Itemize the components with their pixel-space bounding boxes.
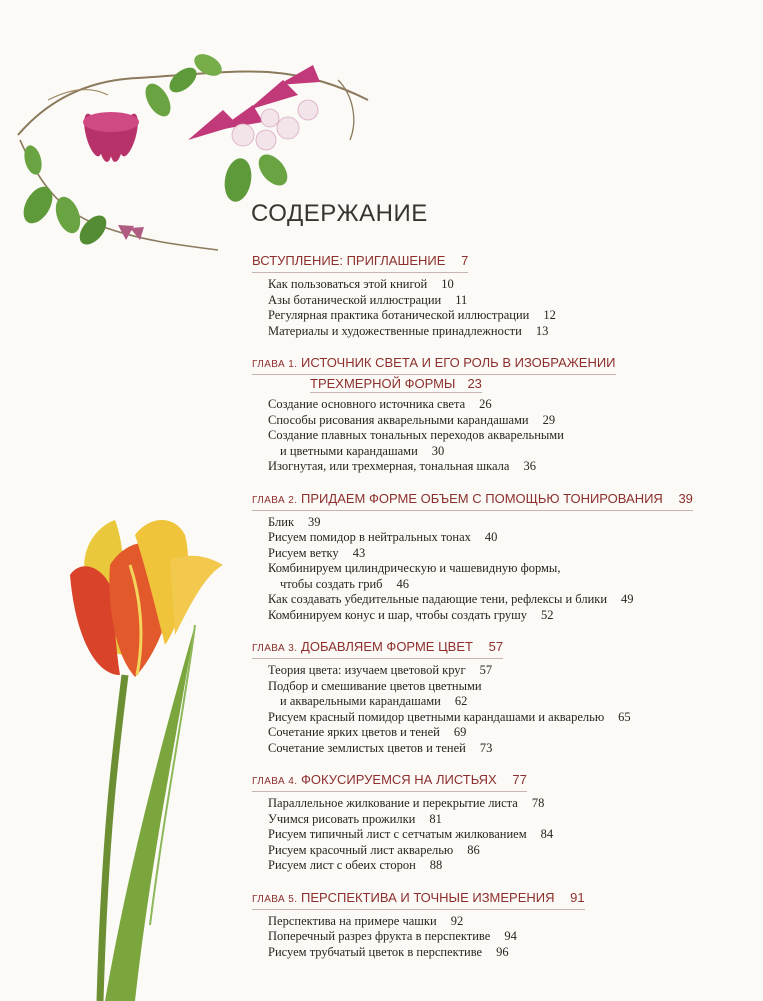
section-heading-continued[interactable] — [310, 376, 482, 393]
chapter-number: ГЛАВА 3. — [252, 643, 298, 654]
section-heading[interactable] — [252, 491, 693, 511]
entry-title: Сочетание землистых цветов и теней — [268, 740, 466, 755]
entry-page: 46 — [396, 576, 410, 591]
toc-entry[interactable] — [252, 914, 752, 930]
entry-page: 92 — [450, 913, 464, 928]
entry-page: 36 — [523, 459, 536, 473]
chapter-number: ГЛАВА 5. — [252, 893, 298, 905]
toc-entry[interactable] — [252, 827, 752, 843]
toc-entry[interactable] — [252, 293, 752, 309]
section-page: 57 — [488, 639, 504, 654]
toc-entry[interactable] — [252, 679, 752, 710]
entry-title: Комбинируем конус и шар, чтобы создать грушу — [268, 607, 528, 622]
entry-title: Блик — [268, 514, 295, 529]
section-heading[interactable] — [252, 355, 616, 375]
entry-title: Рисуем типичный лист с сетчатым жилкованием — [268, 827, 527, 841]
entry-page: 81 — [429, 811, 442, 826]
entry-page: 29 — [542, 412, 556, 427]
entry-page: 73 — [479, 740, 493, 755]
entry-title: Рисуем ветку — [268, 545, 339, 560]
toc-section-chapter-2 — [252, 490, 752, 624]
section-title: ВСТУПЛЕНИЕ: ПРИГЛАШЕНИЕ — [252, 253, 446, 268]
section-page: 77 — [512, 772, 527, 787]
section-page: 23 — [467, 376, 482, 391]
entry-page: 11 — [455, 292, 468, 307]
section-heading[interactable] — [252, 639, 503, 659]
entry-page: 78 — [531, 796, 545, 810]
section-title: ПЕРСПЕКТИВА И ТОЧНЫЕ ИЗМЕРЕНИЯ — [301, 889, 555, 905]
toc-section-chapter-3 — [252, 638, 752, 756]
entry-title: Создание основного источника света — [268, 397, 466, 411]
entry-page: 86 — [467, 842, 480, 857]
toc-entry[interactable] — [252, 858, 752, 874]
entry-page: 84 — [540, 827, 554, 841]
entry-title: Как пользоваться этой книгой — [268, 277, 428, 291]
entry-title: Регулярная практика ботанической иллюстрации — [268, 308, 530, 322]
toc-entry[interactable] — [252, 530, 752, 546]
toc-entry[interactable] — [252, 277, 752, 293]
entry-page: 39 — [308, 514, 321, 529]
entry-title-continued: и цветными карандашами — [280, 443, 418, 458]
entry-page: 94 — [504, 929, 517, 943]
entry-page: 30 — [431, 443, 445, 458]
entry-title: Рисуем красочный лист акварелью — [268, 842, 454, 857]
entry-title: Сочетание ярких цветов и теней — [268, 725, 440, 739]
toc-entry[interactable] — [252, 796, 752, 812]
entry-page: 13 — [535, 323, 549, 338]
entry-page: 62 — [454, 694, 468, 708]
section-heading[interactable] — [252, 772, 527, 792]
entry-page: 40 — [484, 530, 498, 544]
section-page: 91 — [570, 889, 585, 905]
entry-page: 96 — [496, 944, 509, 959]
toc-entry[interactable] — [252, 843, 752, 859]
toc-entry[interactable] — [252, 413, 752, 429]
toc-entry[interactable] — [252, 397, 752, 413]
toc-entry[interactable] — [252, 459, 752, 475]
section-title: ФОКУСИРУЕМСЯ НА ЛИСТЬЯХ — [301, 772, 497, 787]
entry-page: 69 — [453, 725, 467, 739]
entry-page: 12 — [543, 308, 556, 322]
toc-entry[interactable] — [252, 561, 752, 592]
entry-page: 57 — [479, 663, 493, 677]
entry-page: 65 — [618, 709, 631, 724]
toc-entry[interactable] — [252, 608, 752, 624]
entry-title: Поперечный разрез фрукта в перспективе — [268, 929, 491, 943]
toc-entry[interactable] — [252, 945, 752, 961]
contents-title: СОДЕРЖАНИЕ — [251, 200, 428, 228]
entry-title: Азы ботанической иллюстрации — [268, 292, 442, 307]
entry-page: 43 — [352, 545, 366, 560]
toc-entry[interactable] — [252, 929, 752, 945]
entry-title-continued: и акварельными карандашами — [280, 694, 441, 708]
toc-entry[interactable] — [252, 725, 752, 741]
chapter-number: ГЛАВА 1. — [252, 359, 298, 370]
entry-title: Подбор и смешивание цветов цветными — [268, 678, 482, 693]
toc-entry[interactable] — [252, 308, 752, 324]
entry-title: Перспектива на примере чашки — [268, 913, 437, 928]
toc-section-chapter-1 — [252, 354, 752, 475]
toc-entry[interactable] — [252, 324, 752, 340]
toc-entry[interactable] — [252, 663, 752, 679]
toc-entry[interactable] — [252, 546, 752, 562]
entry-page: 10 — [441, 277, 454, 291]
chapter-number: ГЛАВА 2. — [252, 494, 298, 506]
toc-entry[interactable] — [252, 592, 752, 608]
toc-entry[interactable] — [252, 428, 752, 459]
section-page: 7 — [461, 253, 469, 268]
entry-title: Рисуем помидор в нейтральных тонах — [268, 530, 471, 544]
entry-title: Комбинируем цилиндрическую и чашевидную формы, — [268, 561, 561, 575]
section-title: ДОБАВЛЯЕМ ФОРМЕ ЦВЕТ — [301, 639, 473, 654]
section-heading[interactable] — [252, 253, 468, 273]
entry-title: Материалы и художественные принадлежности — [268, 323, 522, 338]
entry-page: 49 — [621, 592, 634, 606]
toc-entry[interactable] — [252, 812, 752, 828]
entry-title: Рисуем трубчатый цветок в перспективе — [268, 944, 483, 959]
toc-section-intro — [252, 252, 752, 339]
entry-page: 88 — [429, 858, 443, 872]
entry-title: Изогнутая, или трехмерная, тональная шкала — [268, 459, 510, 473]
toc-section-chapter-5 — [252, 889, 752, 961]
entry-title: Создание плавных тональных переходов акварельными — [268, 428, 564, 442]
entry-title: Параллельное жилкование и перекрытие листа — [268, 796, 518, 810]
tulip-illustration — [55, 505, 245, 1001]
toc-section-chapter-4 — [252, 771, 752, 874]
entry-title: Рисуем красный помидор цветными карандашами и акварелью — [268, 709, 605, 724]
table-of-contents — [252, 252, 752, 975]
section-page: 39 — [678, 490, 693, 506]
toc-entry[interactable] — [252, 710, 752, 726]
toc-entry[interactable] — [252, 741, 752, 757]
entry-title: Как создавать убедительные падающие тени, рефлексы и блики — [268, 592, 608, 606]
section-heading[interactable] — [252, 890, 585, 910]
entry-page: 26 — [479, 397, 492, 411]
entry-title: Способы рисования акварельными карандашами — [268, 412, 529, 427]
section-title: ПРИДАЕМ ФОРМЕ ОБЪЕМ С ПОМОЩЬЮ ТОНИРОВАНИЯ — [301, 490, 663, 506]
entry-title-continued: чтобы создать гриб — [280, 576, 383, 591]
entry-title: Учимся рисовать прожилки — [268, 811, 416, 826]
section-title-line2: ТРЕХМЕРНОЙ ФОРМЫ — [310, 376, 456, 391]
section-title: ИСТОЧНИК СВЕТА И ЕГО РОЛЬ В ИЗОБРАЖЕНИИ — [301, 355, 616, 370]
entry-title: Теория цвета: изучаем цветовой круг — [268, 663, 466, 677]
chapter-number: ГЛАВА 4. — [252, 776, 298, 787]
entry-title: Рисуем лист с обеих сторон — [268, 858, 416, 872]
entry-page: 52 — [541, 607, 554, 622]
toc-entry[interactable] — [252, 515, 752, 531]
